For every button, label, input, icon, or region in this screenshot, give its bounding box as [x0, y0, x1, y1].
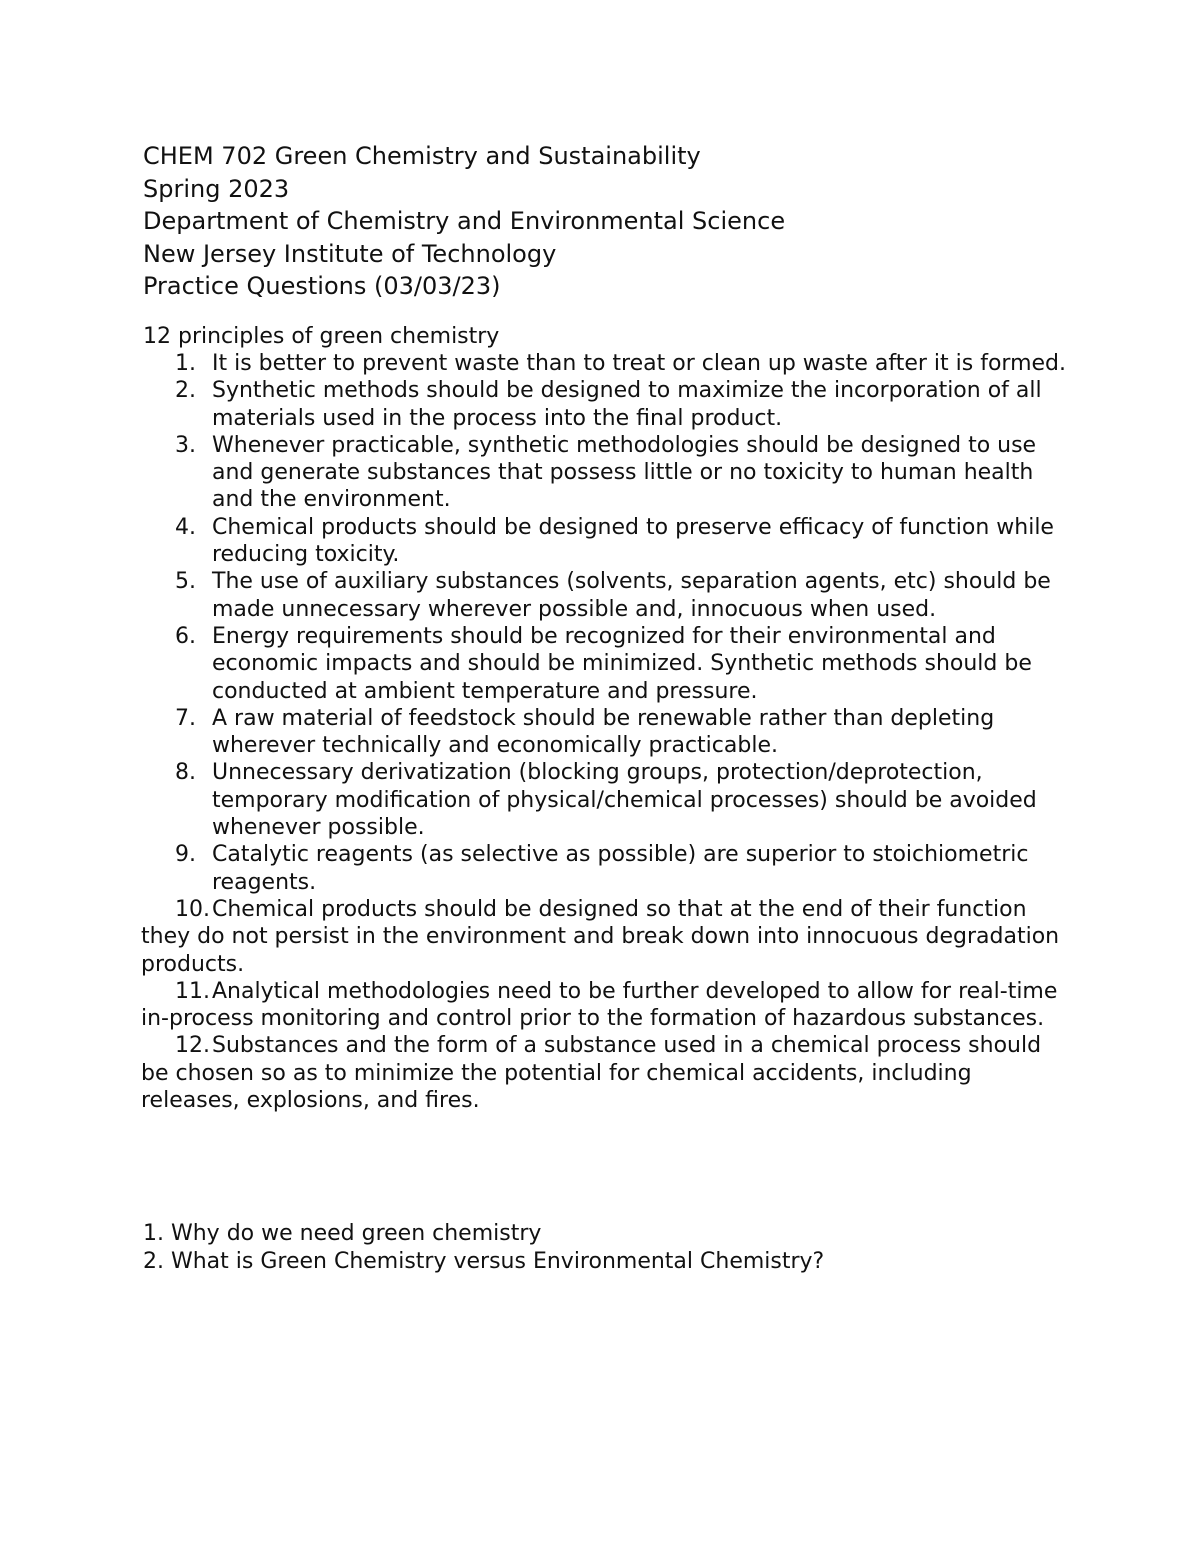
course-title: CHEM 702 Green Chemistry and Sustainability — [143, 142, 701, 170]
list-item-number: 12. — [175, 1033, 210, 1059]
list-item — [143, 432, 1073, 514]
list-item — [143, 350, 1073, 377]
list-item-number: 2. — [175, 378, 196, 404]
list-item-number: 5. — [175, 569, 196, 595]
institution: New Jersey Institute of Technology — [143, 239, 557, 268]
list-item-text: Whenever practicable, synthetic methodologies should be designed to use and generate substances that possess little or no toxicity to human health and the environment. — [212, 432, 1037, 513]
question-item: 1. Why do we need green chemistry — [143, 1221, 542, 1247]
list-item — [143, 759, 1073, 841]
list-item — [143, 568, 1073, 623]
list-item-number: 7. — [175, 705, 196, 731]
principles-heading: 12 principles of green chemistry — [143, 323, 500, 349]
list-item-number: 6. — [175, 623, 196, 649]
list-item — [143, 705, 1073, 760]
list-item-text: Energy requirements should be recognized for their environmental and economic impacts and should be minimized. Synthetic methods should be conducted at ambient temperature and pressure. — [212, 623, 1032, 704]
list-item-number: 3. — [175, 432, 196, 458]
list-item — [143, 514, 1073, 569]
list-item-text: Unnecessary derivatization (blocking groups, protection/deprotection, temporary modification of physical/chemical processes) should be avoided whenever possible. — [212, 760, 1037, 841]
practice-questions — [143, 1220, 1073, 1276]
list-item-number: 4. — [175, 514, 196, 540]
list-item-text: Analytical methodologies need to be further developed to allow for real-time in-process monitoring and control prior to the formation of hazardous substances. — [141, 978, 1058, 1032]
list-item-text: Catalytic reagents (as selective as possible) are superior to stoichiometric reagents. — [212, 842, 1029, 895]
question-item: 2. What is Green Chemistry versus Environmental Chemistry? — [143, 1249, 825, 1275]
list-item-text: It is better to prevent waste than to treat or clean up waste after it is formed. — [212, 351, 1067, 376]
list-item-text: Synthetic methods should be designed to maximize the incorporation of all materials used in the process into the final product. — [212, 378, 1042, 431]
document-body — [143, 140, 1073, 1276]
list-item-number: 1. — [175, 351, 196, 376]
list-item-number: 11. — [175, 978, 210, 1004]
list-item-number: 8. — [175, 760, 196, 786]
list-item-text: The use of auxiliary substances (solvents, separation agents, etc) should be made unnecessary wherever possible and, innocuous when used. — [212, 569, 1051, 622]
list-item — [143, 978, 1073, 1033]
list-item — [143, 377, 1073, 432]
list-item-text: Chemical products should be designed to preserve efficacy of function while reducing toxicity. — [212, 514, 1054, 568]
term: Spring 2023 — [143, 174, 290, 203]
list-item — [143, 896, 1073, 978]
list-item-text: Substances and the form of a substance used in a chemical process should be chosen so as to minimize the potential for chemical accidents, including releases, explosions, and fires. — [141, 1033, 1042, 1114]
list-item-number: 10. — [175, 896, 210, 922]
list-item — [143, 841, 1073, 896]
list-item — [143, 623, 1073, 705]
document-header — [143, 140, 1073, 303]
document-title: Practice Questions (03/03/23) — [143, 272, 501, 300]
list-item-text: A raw material of feedstock should be renewable rather than depleting wherever technically and economically practicable. — [212, 705, 995, 759]
department: Department of Chemistry and Environmental Science — [143, 207, 786, 235]
principles-list — [143, 350, 1073, 1114]
list-item — [143, 1032, 1073, 1114]
list-item-text: Chemical products should be designed so that at the end of their function they do not persist in the environment and break down into innocuous degradation products. — [141, 896, 1060, 977]
list-item-number: 9. — [175, 842, 196, 868]
